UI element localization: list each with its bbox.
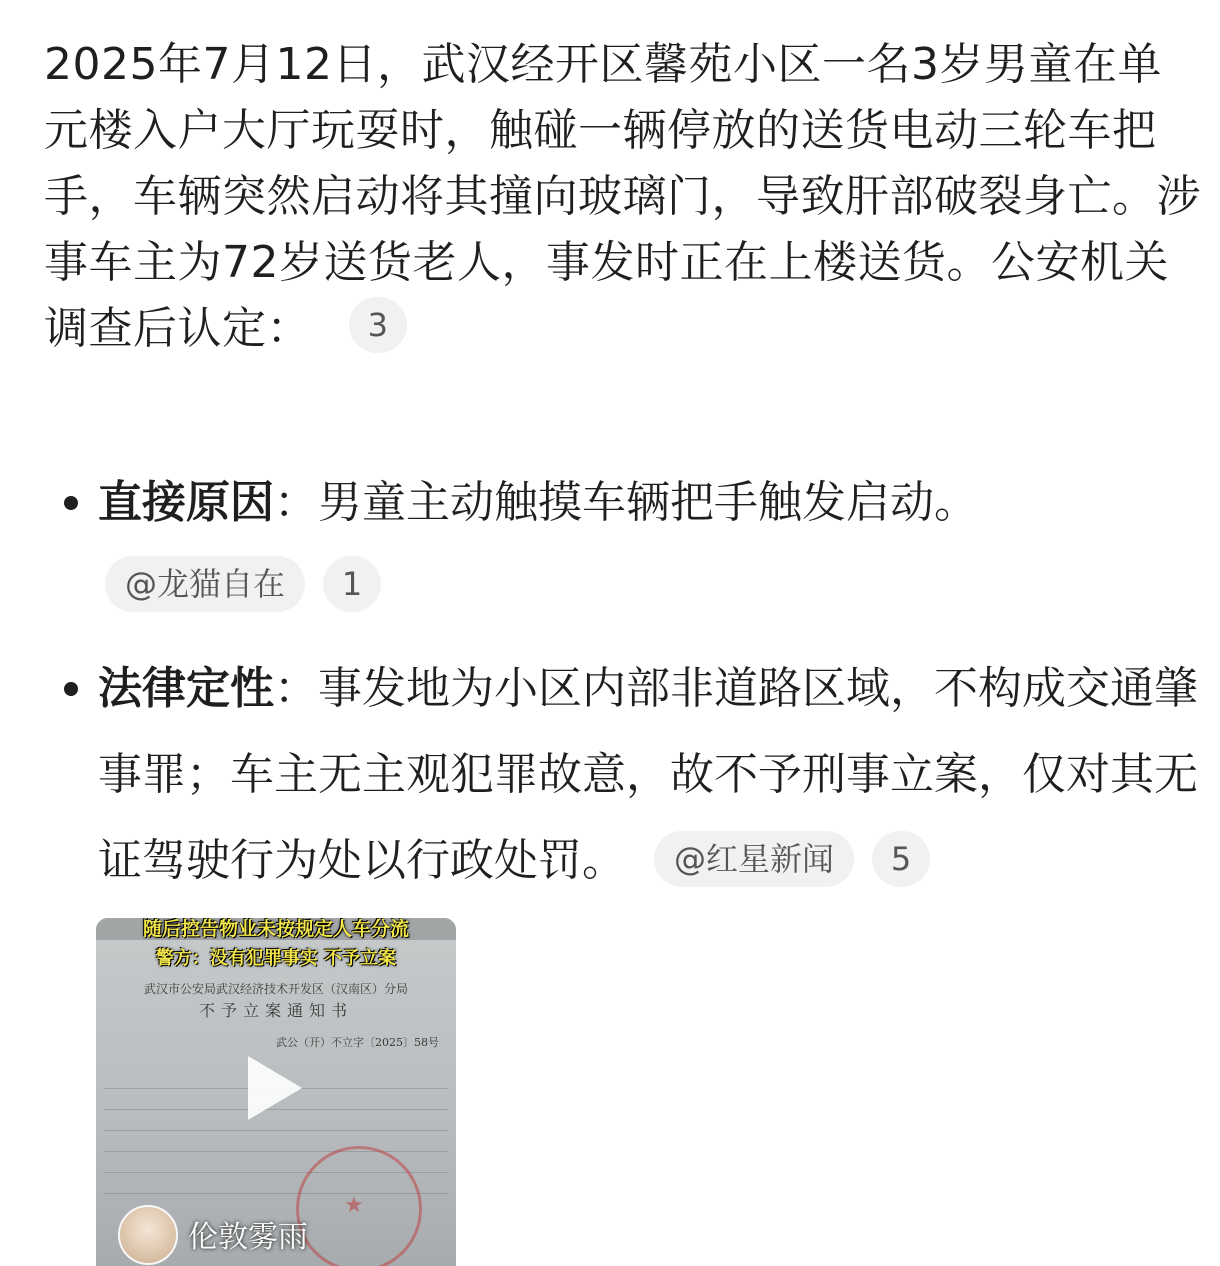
source-tag[interactable]: @龙猫自在 — [105, 556, 305, 612]
bullet-2-sources — [654, 831, 930, 887]
doc-number: 武公（开）不立字〔2025〕58号 — [276, 1036, 439, 1049]
star-icon: ★ — [344, 1193, 364, 1218]
bullet-text: ：男童主动触摸车辆把手触发启动。 — [274, 477, 978, 528]
bullet-1-sources — [105, 556, 381, 612]
video-thumbnail[interactable] — [96, 918, 456, 1266]
author-name[interactable]: 伦敦雾雨 — [188, 1220, 308, 1255]
intro-paragraph — [44, 32, 1204, 362]
doc-title: 不予立案通知书 — [198, 1001, 353, 1020]
bullet-direct-cause — [60, 460, 1200, 546]
bullet-label: 法律定性 — [98, 663, 274, 714]
source-tag[interactable]: @红星新闻 — [654, 831, 854, 887]
bullet-dot — [64, 682, 78, 696]
video-caption-top: 随后控告物业未按规定人车分流 — [96, 918, 456, 940]
bullet-text: ：事发地为小区内部非道路区域，不构成交通肇事罪；车主无主观犯罪故意，故不予刑事立案，仅对其无证驾驶行为处以行政处罚。 — [98, 663, 1198, 886]
bullet-dot — [64, 496, 78, 510]
citation-badge[interactable]: 5 — [872, 831, 930, 887]
intro-text: 2025年7月12日，武汉经开区馨苑小区一名3岁男童在单元楼入户大厅玩耍时，触碰一辆停放的送货电动三轮车把手，车辆突然启动将其撞向玻璃门，导致肝部破裂身亡。涉事车主为72岁送货老人，事发时正在上楼送货。公安机关调查后认定： — [44, 39, 1201, 354]
doc-agency: 武汉市公安局武汉经济技术开发区（汉南区）分局 — [143, 982, 408, 996]
video-caption-sub: 警方：没有犯罪事实 不予立案 — [155, 948, 397, 969]
citation-badge[interactable]: 3 — [349, 297, 407, 353]
play-icon[interactable] — [248, 1056, 302, 1120]
avatar[interactable] — [118, 1205, 178, 1265]
citation-badge[interactable]: 1 — [323, 556, 381, 612]
bullet-label: 直接原因 — [98, 477, 274, 528]
bullet-legal-nature — [60, 646, 1200, 904]
